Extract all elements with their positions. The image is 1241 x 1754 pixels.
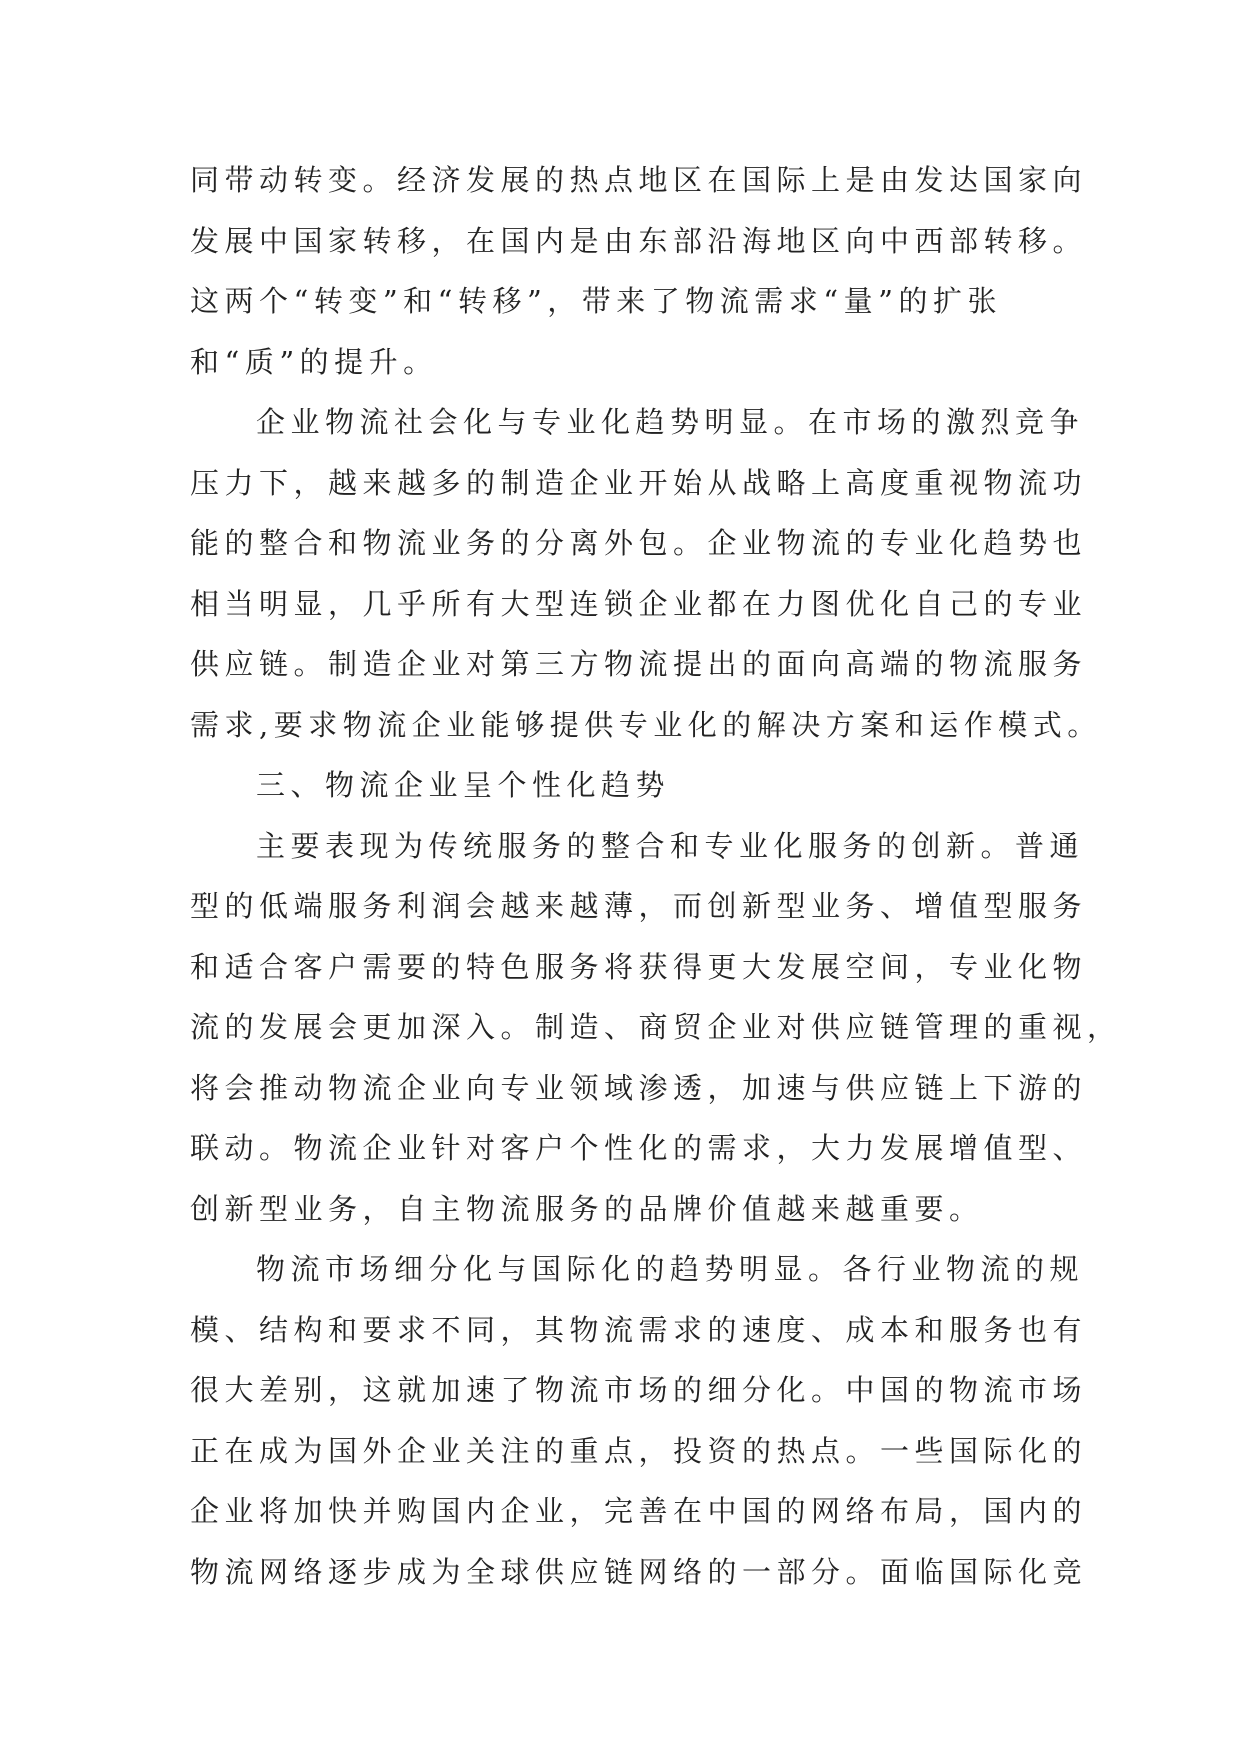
text-line: 和“质”的提升。	[190, 344, 438, 379]
paragraph-first-line: 企业物流社会化与专业化趋势明显。在市场的激烈竞争	[256, 405, 1085, 439]
paragraph-first-line: 主要表现为传统服务的整合和专业化服务的创新。普通	[256, 828, 1085, 863]
text-line: 流的发展会更加深入。制造、商贸企业对供应链管理的重视，	[190, 1010, 1122, 1044]
text-line: 同带动转变。经济发展的热点地区在国际上是由发达国家向	[190, 163, 1088, 197]
text-line: 相当明显，几乎所有大型连锁企业都在力图优化自己的专业	[190, 586, 1088, 621]
text-line: 联动。物流企业针对客户个性化的需求，大力发展增值型、	[190, 1131, 1088, 1165]
text-line: 供应链。制造企业对第三方物流提出的面向高端的物流服务	[190, 647, 1088, 681]
text-line: 正在成为国外企业关注的重点，投资的热点。一些国际化的	[190, 1433, 1088, 1468]
text-line: 需求,要求物流企业能够提供专业化的解决方案和运作模式。	[190, 707, 1102, 742]
paragraph-first-line: 三、物流企业呈个性化趋势	[256, 768, 671, 802]
text-line: 压力下，越来越多的制造企业开始从战略上高度重视物流功	[190, 465, 1088, 500]
text-line: 型的低端服务利润会越来越薄，而创新型业务、增值型服务	[190, 889, 1088, 923]
text-line: 企业将加快并购国内企业，完善在中国的网络布局，国内的	[190, 1494, 1088, 1528]
text-line: 物流网络逐步成为全球供应链网络的一部分。面临国际化竞	[190, 1554, 1088, 1589]
text-line: 和适合客户需要的特色服务将获得更大发展空间，专业化物	[190, 949, 1088, 984]
text-line: 这两个“转变”和“转移”，带来了物流需求“量”的扩张	[190, 284, 1002, 318]
document-body	[190, 150, 1122, 1602]
paragraph-first-line: 物流市场细分化与国际化的趋势明显。各行业物流的规	[256, 1252, 1085, 1286]
text-line: 发展中国家转移，在国内是由东部沿海地区向中西部转移。	[190, 223, 1088, 258]
text-line: 将会推动物流企业向专业领域渗透，加速与供应链上下游的	[190, 1070, 1088, 1105]
text-line: 模、结构和要求不同，其物流需求的速度、成本和服务也有	[190, 1312, 1088, 1347]
text-line: 创新型业务，自主物流服务的品牌价值越来越重要。	[190, 1191, 984, 1226]
text-line: 能的整合和物流业务的分离外包。企业物流的专业化趋势也	[190, 526, 1088, 560]
text-line: 很大差别，这就加速了物流市场的细分化。中国的物流市场	[190, 1373, 1088, 1407]
